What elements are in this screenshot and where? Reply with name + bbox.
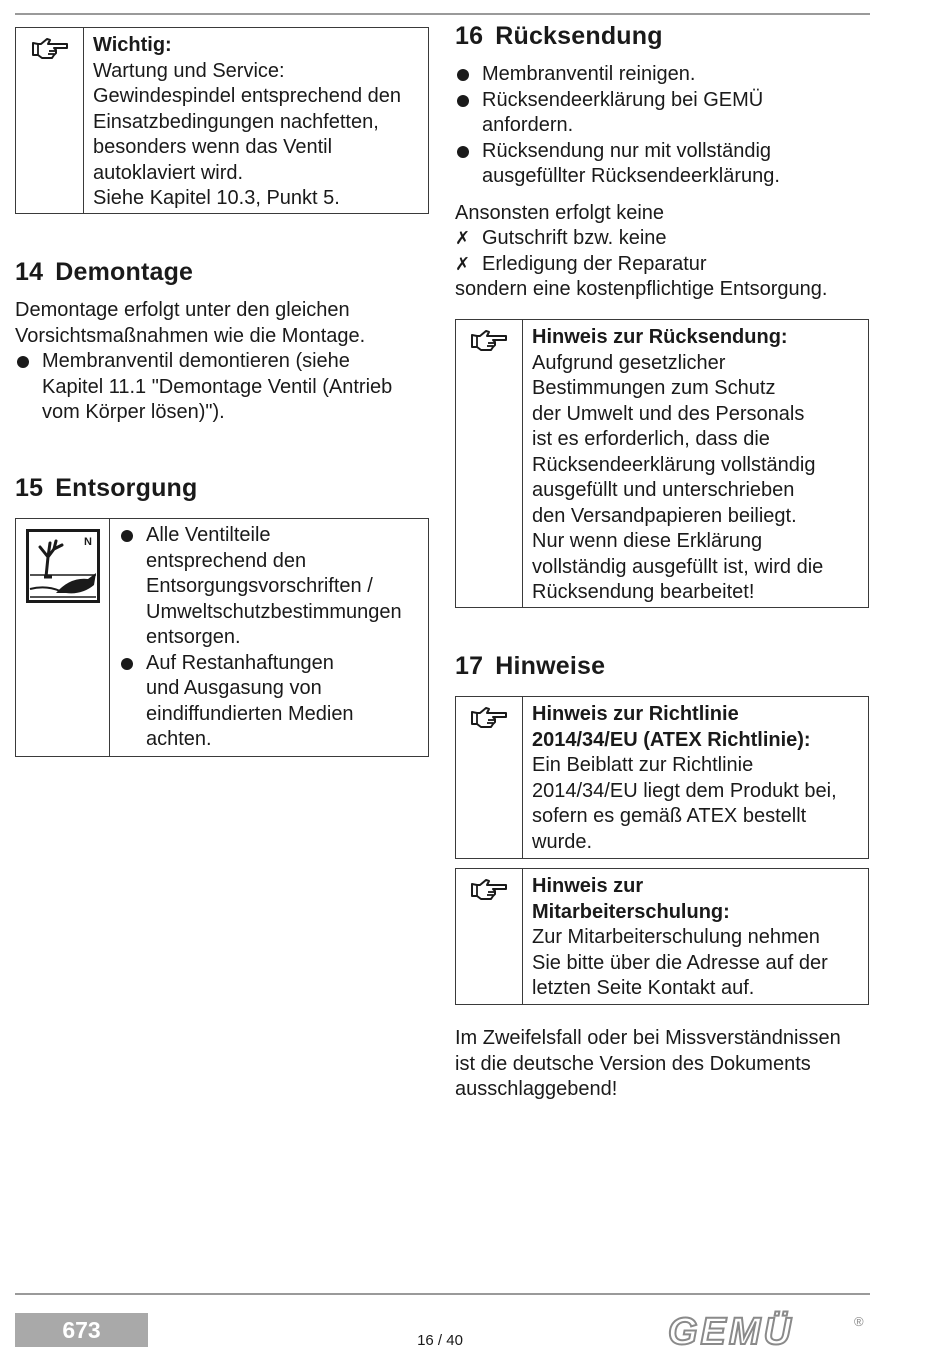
section-17-heading: [455, 651, 875, 681]
note-line: wurde.: [532, 830, 593, 853]
registered-mark: ®: [854, 1314, 864, 1329]
section-14-heading: [15, 257, 435, 287]
bullet-line: entsprechend den: [146, 549, 307, 572]
pointing-hand-icon: [470, 326, 508, 354]
important-box: [15, 27, 429, 214]
section-15-heading: [15, 473, 435, 503]
logo-text: GEMÜ: [668, 1311, 794, 1350]
cross-line: Gutschrift bzw. keine: [482, 227, 667, 249]
closing-line: Im Zweifelsfall oder bei Missverständnissen: [455, 1027, 841, 1049]
important-line: Wartung und Service:: [93, 59, 285, 82]
s16-after: sondern eine kostenpflichtige Entsorgung.: [455, 278, 828, 300]
closing-line: ist die deutsche Version des Dokuments: [455, 1052, 811, 1075]
note-line: 2014/34/EU liegt dem Produkt bei,: [532, 779, 837, 802]
atex-note-text: [523, 697, 845, 858]
s14-intro-line: Demontage erfolgt unter den gleichen: [15, 299, 350, 321]
bullet-line: Kapitel 11.1 "Demontage Ventil (Antrieb: [42, 375, 393, 398]
bullet-line: achten.: [146, 728, 212, 750]
environment-hazard-icon: [26, 529, 100, 603]
training-note-title: Mitarbeiterschulung:: [532, 900, 730, 923]
bullet-line: Membranventil demontieren (siehe: [42, 350, 350, 372]
return-note-title: Hinweis zur Rücksendung:: [532, 326, 788, 348]
bullet-line: Rücksendeerklärung bei GEMÜ: [482, 88, 764, 111]
important-line: Siehe Kapitel 10.3, Punkt 5.: [93, 187, 340, 209]
note-line: Rücksendung bearbeitet!: [532, 581, 755, 603]
disposal-icon-cell: [16, 519, 110, 756]
note-line: ist es erforderlich, dass die: [532, 428, 770, 450]
note-line: Rücksendeerklärung vollständig: [532, 453, 816, 476]
cross-mark-icon: ✗: [455, 253, 471, 274]
section-number: 15: [15, 474, 44, 502]
atex-note-title: 2014/34/EU (ATEX Richtlinie):: [532, 728, 811, 751]
gemu-logo: [668, 1310, 868, 1350]
disposal-bullet: [119, 523, 402, 651]
important-title: Wichtig:: [93, 34, 172, 56]
important-line: besonders wenn das Ventil: [93, 136, 333, 158]
disposal-bullet: [119, 651, 402, 753]
disposal-text: [110, 519, 410, 756]
s14-intro-line: Vorsichtsmaßnahmen wie die Montage.: [15, 324, 366, 347]
training-note-box: [455, 868, 869, 1005]
important-line: autoklaviert wird.: [93, 161, 244, 184]
note-line: Bestimmungen zum Schutz: [532, 377, 776, 399]
section-number: 17: [455, 652, 484, 680]
training-note-icon-cell: [456, 869, 523, 1004]
return-note-icon-cell: [456, 320, 523, 607]
important-line: Gewindespindel entsprechend den: [93, 85, 401, 107]
note-line: Zur Mitarbeiterschulung nehmen: [532, 926, 820, 948]
training-note-title: Hinweis zur: [532, 875, 644, 897]
pointing-hand-icon: [31, 34, 69, 62]
section-17-heading-wrap: [455, 651, 875, 681]
section-title: Entsorgung: [55, 474, 198, 502]
bullet-line: Entsorgungsvorschriften /: [146, 575, 373, 597]
bullet-line: vom Körper lösen)").: [42, 401, 225, 423]
page-number: 16 / 40: [417, 1332, 463, 1349]
note-line: der Umwelt und des Personals: [532, 402, 805, 425]
pointing-hand-icon: [470, 703, 508, 731]
product-number-tab: 673: [15, 1313, 148, 1347]
section-number: 14: [15, 258, 44, 286]
closing-line: ausschlaggebend!: [455, 1078, 618, 1100]
bullet-line: und Ausgasung von: [146, 677, 322, 699]
note-line: ausgefüllt und unterschrieben: [532, 479, 795, 501]
note-line: den Versandpapieren beiliegt.: [532, 504, 797, 527]
section-15-heading-wrap: [15, 473, 435, 503]
top-rule: [15, 13, 870, 15]
s14-bullet: [15, 349, 435, 426]
note-line: vollständig ausgefüllt ist, wird die: [532, 555, 824, 578]
note-line: Nur wenn diese Erklärung: [532, 530, 763, 552]
section-title: Rücksendung: [495, 22, 663, 50]
important-text: [84, 28, 409, 213]
bullet-line: anfordern.: [482, 114, 574, 136]
note-line: letzten Seite Kontakt auf.: [532, 977, 755, 999]
training-note-text: [523, 869, 836, 1004]
footer-rule: [15, 1293, 870, 1295]
bullet-line: Umweltschutzbestimmungen: [146, 600, 402, 623]
note-line: sofern es gemäß ATEX bestellt: [532, 805, 807, 827]
pointing-hand-icon: [470, 875, 508, 903]
section-title: Hinweise: [495, 652, 606, 680]
important-line: Einsatzbedingungen nachfetten,: [93, 110, 379, 133]
s16-bullet: [455, 88, 875, 139]
atex-note-box: [455, 696, 869, 859]
cross-line: Erledigung der Reparatur: [482, 252, 707, 275]
bullet-line: Rücksendung nur mit vollständig: [482, 139, 772, 162]
note-line: Ein Beiblatt zur Richtlinie: [532, 754, 754, 776]
bullet-line: Membranventil reinigen.: [482, 63, 696, 85]
section-16: [455, 21, 875, 303]
atex-note-icon-cell: [456, 697, 523, 858]
important-icon-cell: [16, 28, 84, 213]
bullet-line: ausgefüllter Rücksendeerklärung.: [482, 165, 780, 187]
s16-bullet: [455, 139, 875, 190]
section-number: 16: [455, 22, 484, 50]
return-note-box: [455, 319, 869, 608]
bullet-line: eindiffundierten Medien: [146, 702, 354, 725]
s16-cross-item: [455, 252, 875, 278]
bullet-line: Alle Ventilteile: [146, 524, 271, 546]
s16-cross-item: [455, 226, 875, 252]
bullet-line: Auf Restanhaftungen: [146, 651, 334, 674]
atex-note-title: Hinweis zur Richtlinie: [532, 703, 739, 725]
closing-paragraph: [455, 1026, 875, 1103]
bullet-line: entsorgen.: [146, 626, 241, 648]
disposal-box: [15, 518, 429, 757]
section-16-heading: [455, 21, 875, 51]
section-title: Demontage: [55, 258, 194, 286]
note-line: Sie bitte über die Adresse auf der: [532, 951, 828, 974]
section-14: [15, 257, 435, 426]
s16-otherwise: Ansonsten erfolgt keine: [455, 201, 665, 224]
note-line: Aufgrund gesetzlicher: [532, 351, 726, 374]
s16-bullet: [455, 62, 875, 88]
return-note-text: [523, 320, 831, 607]
cross-mark-icon: ✗: [455, 228, 471, 248]
env-letter: N: [83, 536, 92, 548]
